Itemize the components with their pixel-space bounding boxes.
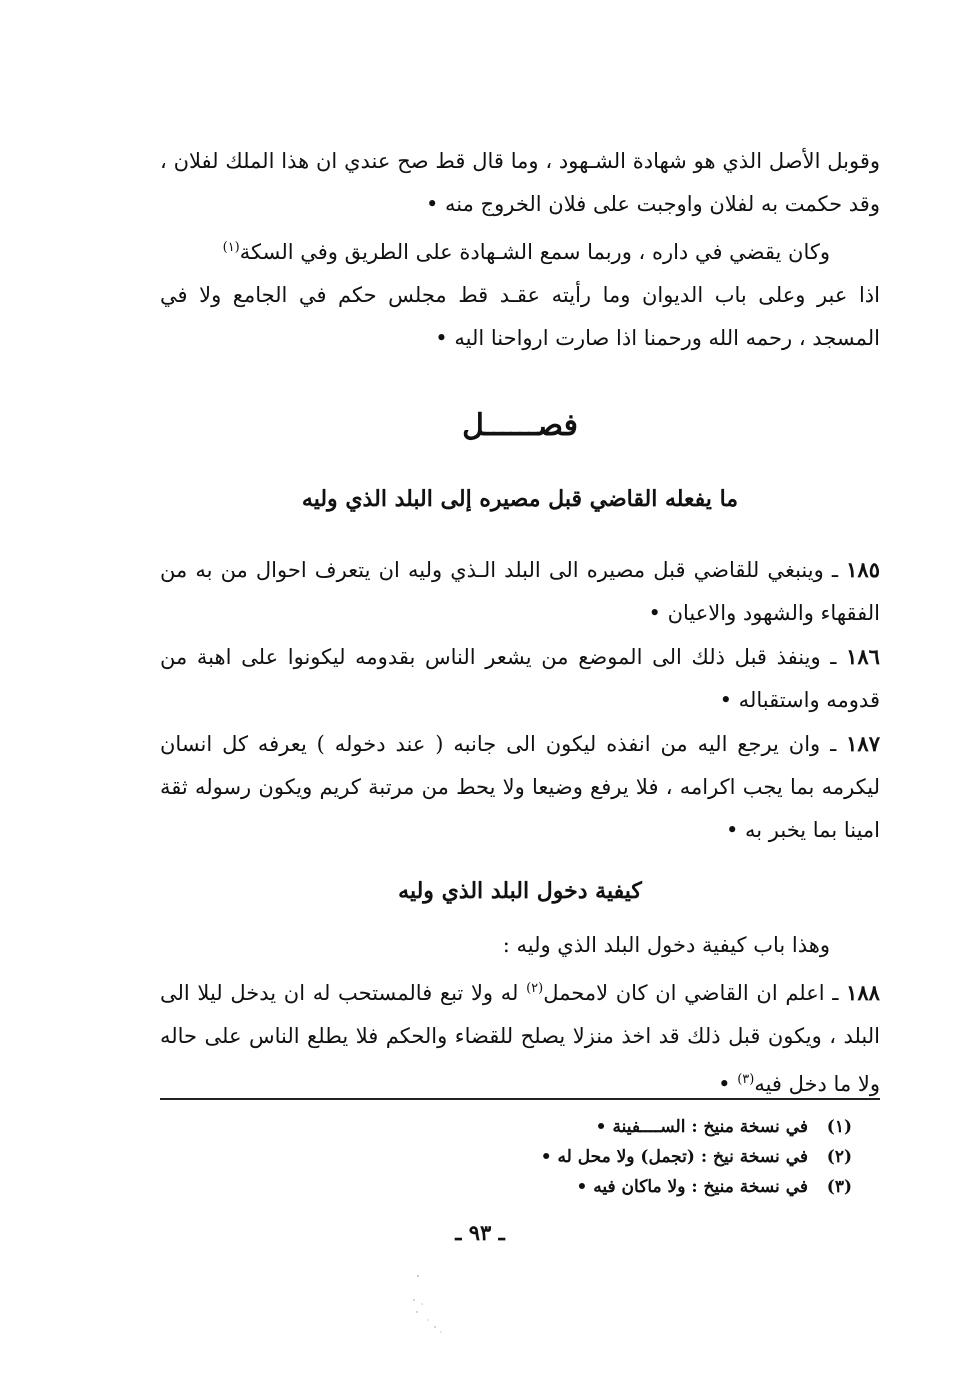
page-body	[160, 140, 880, 1106]
footnote-divider	[160, 1098, 880, 1100]
scan-speck-marks	[408, 1272, 458, 1342]
footnote-text: في نسخة منيخ : الســــفينة •	[595, 1117, 808, 1137]
item-188	[160, 967, 880, 1106]
intro-paragraph-1: وقوبل الأصل الذي هو شهادة الشـهود ، وما قال قط صح عندي ان هذا الملك لفلان ، وقد حكمت به لفلان واوجبت على فلان الخروج منه •	[160, 149, 880, 216]
footnote-ref-1: (١)	[222, 240, 240, 255]
item-dash: ـ	[830, 645, 837, 669]
footnote-text: في نسخة منيخ : ولا ماكان فيه •	[576, 1177, 808, 1197]
item-text: وينفذ قبل ذلك الى الموضع من يشعر الناس بقدومه ليكونوا على اهبة من قدومه واستقباله •	[160, 645, 880, 712]
footnote-text: في نسخة نيخ : (تجمل) ولا محل له •	[540, 1147, 808, 1167]
intro-paragraph-section-2	[160, 924, 880, 967]
intro-paragraph-3: اذا عبر وعلى باب الديوان وما رأيته عقـد قط مجلس حكم في الجامع ولا في المسجد ، رحمه الله ورحمنا اذا صارت ارواحنا اليه •	[160, 283, 880, 350]
item-text: وان يرجع اليه من انفذه ليكون الى جانبه ( عند دخوله ) يعرفه كل انسان ليكرمه بما يجب اكرامه ، فلا يرفع وضيعا ولا يحط من مرتبة كريم ويكون رسوله ثقة امينا بما يخبر به •	[160, 732, 880, 842]
intro-section-2-text: وهذا باب كيفية دخول البلد الذي وليه :	[502, 933, 830, 957]
item-number: ١٨٦	[846, 644, 880, 669]
item-number: ١٨٥	[846, 557, 880, 582]
page-number: ـ ٩٣ ـ	[455, 1220, 505, 1245]
footnote-2	[400, 1142, 852, 1172]
footnote-ref-2: (٢)	[526, 981, 544, 996]
chapter-heading-1: ما يفعله القاضي قبل مصيره إلى البلد الذي وليه	[301, 486, 739, 512]
item-dash: ـ	[832, 981, 839, 1005]
item-text: وينبغي للقاضي قبل مصيره الى البلد الـذي وليه ان يتعرف احوال من به من الفقهاء والشهود والاعيان •	[160, 558, 880, 625]
item-186	[160, 635, 880, 722]
item-number: ١٨٧	[846, 731, 880, 756]
item-text-part-3: •	[718, 1072, 731, 1096]
intro-paragraph-2	[160, 226, 880, 274]
item-187	[160, 722, 880, 852]
item-dash: ـ	[830, 732, 837, 756]
footnote-number: (٣)	[826, 1177, 852, 1197]
footnote-number: (٢)	[826, 1147, 852, 1167]
footnote-ref-3: (٣)	[737, 1072, 755, 1087]
intro-paragraph-2-text: وكان يقضي في داره ، وربما سمع الشـهادة على الطريق وفي السكة	[239, 240, 830, 264]
chapter-heading-2: كيفية دخول البلد الذي وليه	[398, 878, 642, 904]
footnote-number: (١)	[826, 1117, 852, 1137]
item-dash: ـ	[831, 558, 839, 582]
footnotes	[400, 1112, 852, 1202]
item-text-part-2: له ولا تبع فالمستحب له ان يدخل ليلا الى البلد ، ويكون قبل ذلك قد اخذ منزلا يصلح للقضاء والحكم فلا يطلع الناس على حاله ولا ما دخل فيه	[160, 981, 880, 1096]
section-title: فصــــــل	[462, 408, 578, 443]
item-text-part-1: اعلم ان القاضي ان كان لامحمل	[543, 981, 825, 1005]
footnote-1	[400, 1112, 852, 1142]
item-number: ١٨٨	[846, 980, 880, 1005]
footnote-3	[400, 1172, 852, 1202]
item-185	[160, 548, 880, 635]
